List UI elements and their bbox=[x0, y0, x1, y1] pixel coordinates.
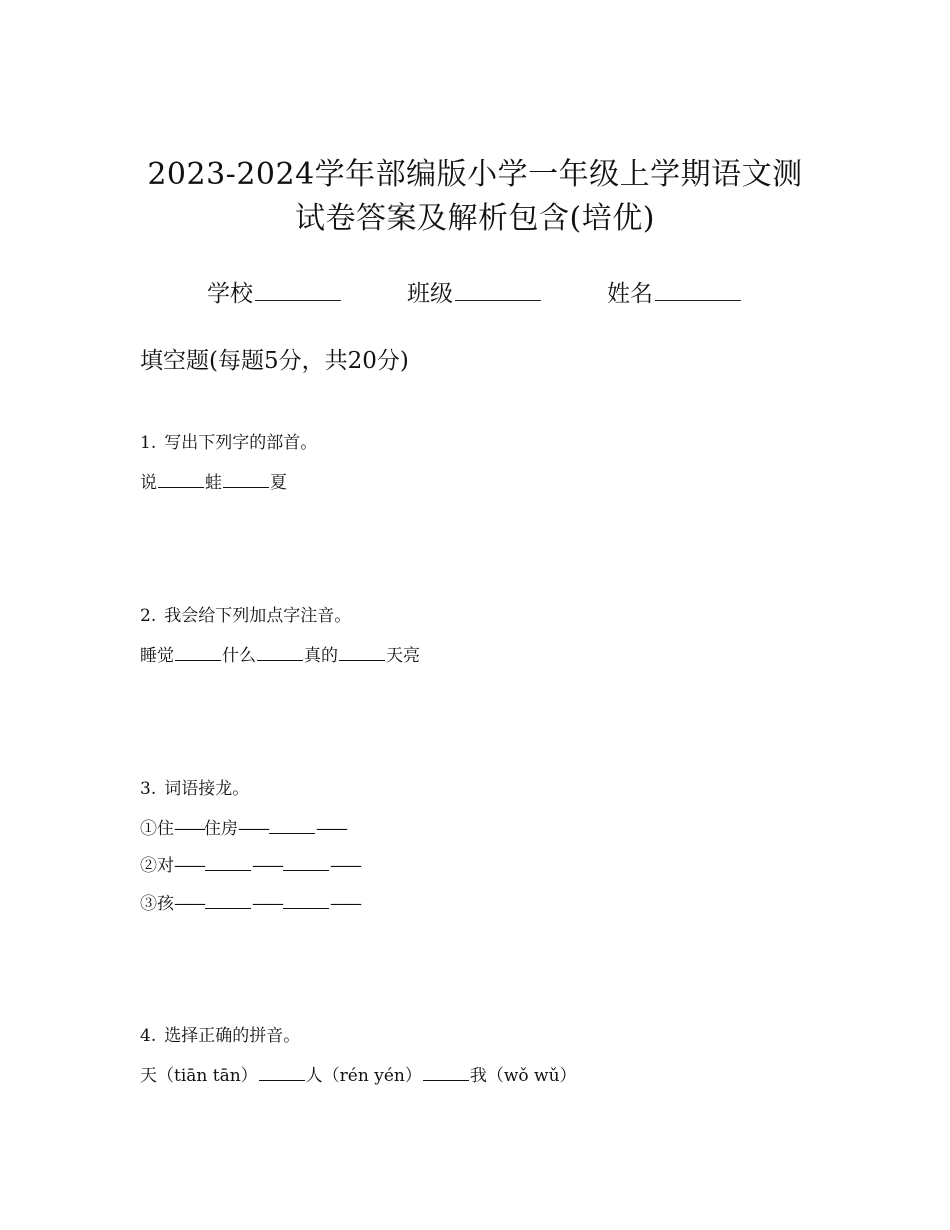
school-underline[interactable] bbox=[255, 299, 341, 301]
chain-dash: —— bbox=[238, 819, 268, 839]
question-1-answer-line bbox=[140, 469, 287, 496]
question-number: 3. bbox=[140, 779, 157, 799]
answer-item: 睡觉 bbox=[140, 646, 174, 666]
chain-start: ③孩 bbox=[140, 894, 174, 914]
answer-blank[interactable] bbox=[175, 642, 221, 661]
chain-dash: —— bbox=[174, 894, 204, 914]
answer-item: 天亮 bbox=[386, 646, 420, 666]
word-chain-row-2 bbox=[140, 852, 360, 879]
chain-blank[interactable] bbox=[205, 890, 251, 909]
chain-dash: —— bbox=[330, 894, 360, 914]
pinyin-char: 我 bbox=[469, 1066, 487, 1086]
answer-item: 蛙 bbox=[205, 473, 222, 493]
question-1-prompt bbox=[140, 430, 317, 456]
answer-blank[interactable] bbox=[259, 1062, 305, 1081]
answer-item: 说 bbox=[140, 473, 157, 493]
class-label: 班级 bbox=[407, 281, 453, 307]
chain-start: ①住 bbox=[140, 819, 174, 839]
answer-blank[interactable] bbox=[257, 642, 303, 661]
answer-blank[interactable] bbox=[423, 1062, 469, 1081]
student-info-row bbox=[0, 276, 950, 312]
pinyin-options: （tiān tān） bbox=[157, 1066, 258, 1086]
question-number: 4. bbox=[140, 1026, 157, 1046]
answer-blank[interactable] bbox=[223, 469, 269, 488]
class-underline[interactable] bbox=[455, 299, 541, 301]
chain-start: ②对 bbox=[140, 856, 174, 876]
pinyin-char: 天 bbox=[140, 1066, 157, 1086]
chain-blank[interactable] bbox=[269, 815, 315, 834]
school-field[interactable] bbox=[207, 276, 341, 312]
chain-dash: —— bbox=[174, 819, 204, 839]
section-title: 填空题(每题5分，共20分) bbox=[140, 348, 409, 374]
question-3-prompt bbox=[140, 776, 249, 802]
question-text: 选择正确的拼音。 bbox=[164, 1026, 301, 1046]
school-label: 学校 bbox=[207, 281, 253, 307]
chain-word: 住房 bbox=[204, 819, 238, 839]
name-underline[interactable] bbox=[655, 299, 741, 301]
name-label: 姓名 bbox=[607, 281, 653, 307]
answer-item: 真的 bbox=[304, 646, 338, 666]
question-4-prompt bbox=[140, 1023, 300, 1049]
page-title-line-1: 2023-2024学年部编版小学一年级上学期语文测 bbox=[147, 157, 803, 192]
chain-blank[interactable] bbox=[205, 852, 251, 871]
question-2-prompt bbox=[140, 603, 351, 629]
chain-blank[interactable] bbox=[283, 852, 329, 871]
chain-blank[interactable] bbox=[283, 890, 329, 909]
name-field[interactable] bbox=[607, 276, 741, 312]
page-title-line-2: 试卷答案及解析包含(培优) bbox=[295, 201, 655, 236]
answer-item: 夏 bbox=[270, 473, 287, 493]
pinyin-options: （wǒ wǔ） bbox=[486, 1066, 577, 1086]
chain-dash: —— bbox=[316, 819, 346, 839]
answer-item: 什么 bbox=[222, 646, 256, 666]
chain-dash: —— bbox=[330, 856, 360, 876]
question-number: 2. bbox=[140, 606, 157, 626]
pinyin-options: （rén yén） bbox=[322, 1066, 422, 1086]
chain-dash: —— bbox=[252, 894, 282, 914]
class-field[interactable] bbox=[407, 276, 541, 312]
answer-blank[interactable] bbox=[339, 642, 385, 661]
question-text: 我会给下列加点字注音。 bbox=[164, 606, 352, 626]
question-2-answer-line bbox=[140, 642, 420, 669]
chain-dash: —— bbox=[174, 856, 204, 876]
question-number: 1. bbox=[140, 433, 157, 453]
answer-blank[interactable] bbox=[158, 469, 204, 488]
pinyin-char: 人 bbox=[305, 1066, 323, 1086]
question-text: 词语接龙。 bbox=[164, 779, 250, 799]
chain-dash: —— bbox=[252, 856, 282, 876]
question-text: 写出下列字的部首。 bbox=[164, 433, 318, 453]
question-4-answer-line bbox=[140, 1062, 577, 1089]
word-chain-row-3 bbox=[140, 890, 360, 917]
word-chain-row-1 bbox=[140, 815, 346, 842]
